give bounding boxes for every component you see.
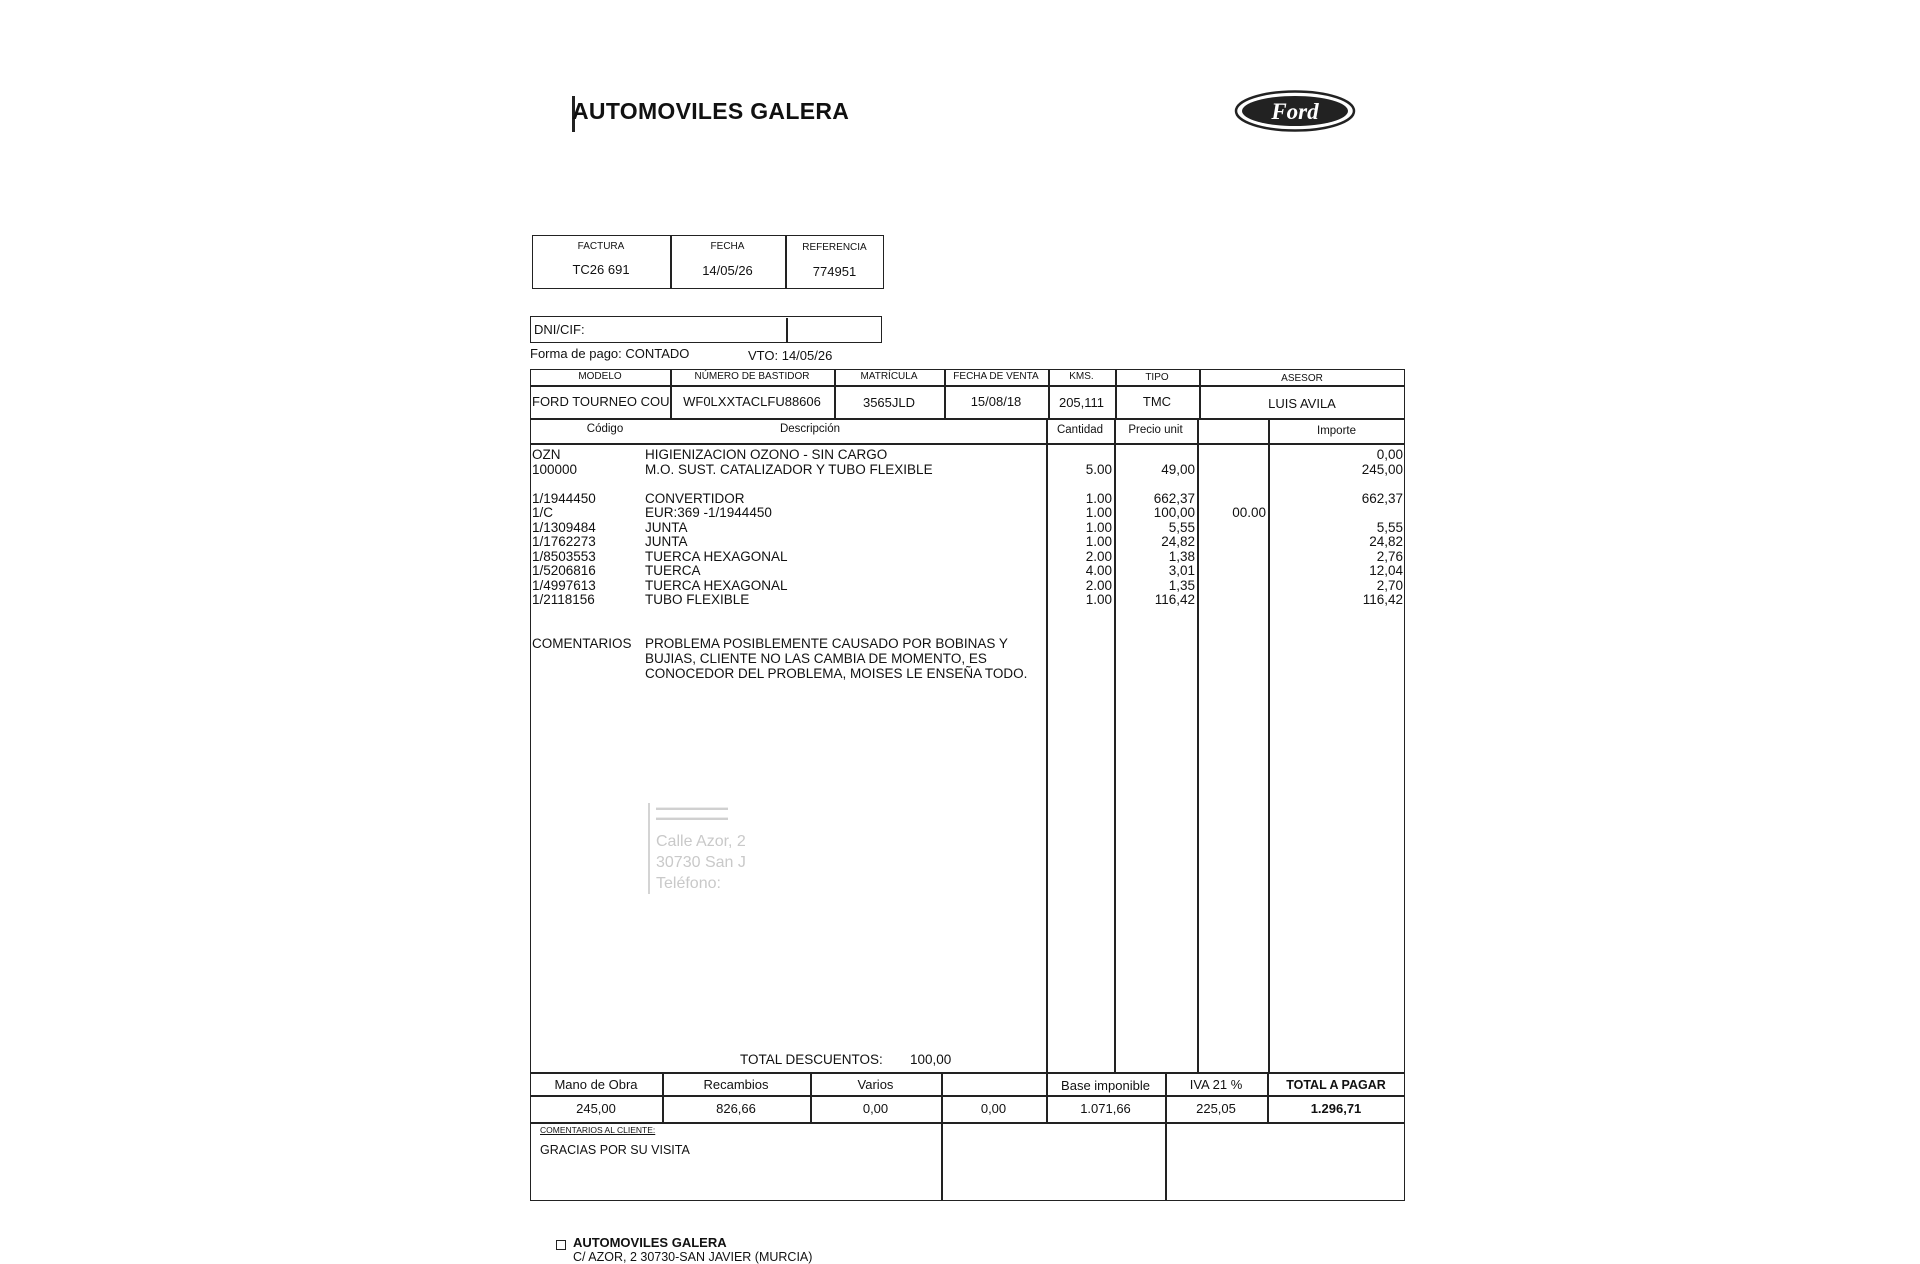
mano-obra-label: Mano de Obra (554, 1077, 638, 1092)
kms-label: KMS. (1069, 371, 1094, 382)
line-cantidad: 2.00 (1085, 577, 1112, 593)
discounts-label: TOTAL DESCUENTOS: (740, 1052, 883, 1067)
stamp-line: 30730 San J (656, 854, 746, 871)
client-comments-label: COMENTARIOS AL CLIENTE: (540, 1125, 656, 1135)
line-importe: 2,76 (1376, 548, 1403, 564)
company-name: AUTOMOVILES GALERA (572, 98, 850, 124)
line-importe: 0,00 (1376, 447, 1403, 462)
line-codigo: 1/8503553 (532, 548, 596, 564)
stamp-line: Teléfono: (656, 875, 721, 892)
precio-header: Precio unit (1128, 424, 1183, 436)
line-descripcion: TUERCA HEXAGONAL (645, 577, 788, 593)
modelo-value: FORD TOURNEO COU (532, 394, 670, 409)
line-descripcion: HIGIENIZACION OZONO - SIN CARGO (645, 447, 888, 462)
line-codigo: OZN (532, 447, 561, 462)
recambios-label: Recambios (703, 1077, 769, 1092)
comment-line: CONOCEDOR DEL PROBLEMA, MOISES LE ENSEÑA TODO. (645, 666, 1028, 681)
stamp-line: Calle Azor, 2 (656, 833, 746, 850)
line-precio: 3,01 (1168, 563, 1195, 578)
line-descripcion: JUNTA (645, 534, 688, 549)
base-label: Base imponible (1061, 1078, 1150, 1093)
line-precio: 100,00 (1153, 505, 1195, 520)
line-codigo: 100000 (532, 461, 578, 477)
mano-obra-value: 245,00 (576, 1101, 616, 1116)
line-importe: 2,70 (1376, 577, 1403, 593)
logo-text: Ford (1271, 99, 1319, 124)
line-importe: 245,00 (1361, 461, 1403, 477)
line-importe: 116,42 (1362, 592, 1403, 607)
referencia-label: REFERENCIA (802, 242, 867, 253)
line-importe: 24,82 (1369, 534, 1403, 549)
dealer-stamp: ▬▬▬▬▬▬▬▬▬ ▬▬▬▬▬▬▬▬▬ Calle Azor, 2 30730 San J Teléfono: (648, 803, 798, 923)
factura-value: TC26 691 (572, 262, 630, 277)
line-cantidad: 4.00 (1085, 563, 1112, 578)
iva-value: 225,05 (1196, 1101, 1236, 1116)
comment-line: BUJIAS, CLIENTE NO LAS CAMBIA DE MOMENTO, ES (645, 651, 987, 666)
total-value: 1.296,71 (1310, 1101, 1362, 1116)
asesor-label: ASESOR (1281, 373, 1323, 384)
line-cantidad: 1.00 (1085, 519, 1112, 535)
line-codigo: 1/4997613 (532, 577, 596, 593)
payment-method: Forma de pago: CONTADO (530, 346, 690, 361)
line-precio: 5,55 (1168, 519, 1195, 535)
line-codigo: 1/1944450 (532, 490, 596, 506)
line-descripcion: TUERCA HEXAGONAL (645, 548, 788, 564)
dni-label: DNI/CIF: (534, 322, 585, 337)
extra-value: 0,00 (980, 1101, 1007, 1116)
matricula-value: 3565JLD (862, 395, 916, 410)
line-precio: 1,35 (1168, 577, 1195, 593)
fecha-venta-value: 15/08/18 (970, 394, 1022, 409)
line-descripcion: CONVERTIDOR (645, 490, 745, 506)
base-value: 1.071,66 (1080, 1101, 1131, 1116)
asesor-value: LUIS AVILA (1268, 396, 1336, 411)
tipo-value: TMC (1142, 394, 1172, 409)
matricula-label: MATRÍCULA (860, 371, 918, 382)
line-codigo: 1/C (532, 505, 554, 520)
comments-label: COMENTARIOS (532, 636, 632, 651)
descripcion-header: Descripción (779, 423, 841, 435)
line-descripcion: TUERCA (645, 563, 701, 578)
client-comments-text: GRACIAS POR SU VISITA (540, 1143, 690, 1157)
ford-logo (1234, 90, 1356, 132)
line-descripcion: TUBO FLEXIBLE (645, 592, 750, 607)
bastidor-label: NÚMERO DE BASTIDOR (694, 371, 810, 382)
factura-label: FACTURA (577, 241, 625, 252)
comment-line: PROBLEMA POSIBLEMENTE CAUSADO POR BOBINAS Y (645, 636, 1008, 651)
line-cantidad: 1.00 (1085, 490, 1112, 506)
iva-label: IVA 21 % (1189, 1077, 1243, 1092)
line-precio: 116,42 (1154, 592, 1195, 607)
line-precio: 24,82 (1161, 534, 1195, 549)
modelo-label: MODELO (578, 371, 622, 382)
fecha-label: FECHA (710, 241, 745, 252)
total-label: TOTAL A PAGAR (1286, 1078, 1386, 1092)
line-descripcion: EUR:369 -1/1944450 (645, 505, 772, 520)
line-descripcion: JUNTA (645, 519, 688, 535)
line-precio: 49,00 (1161, 461, 1195, 477)
line-importe: 12,04 (1369, 563, 1403, 578)
recambios-value: 826,66 (716, 1101, 756, 1116)
line-descripcion: M.O. SUST. CATALIZADOR Y TUBO FLEXIBLE (645, 461, 933, 477)
line-codigo: 1/5206816 (532, 563, 596, 578)
due-date: VTO: 14/05/26 (748, 348, 833, 363)
footer-company: AUTOMOVILES GALERA (573, 1235, 727, 1250)
tipo-label: TIPO (1145, 372, 1169, 383)
importe-header: Importe (1317, 425, 1356, 437)
line-precio: 1,38 (1168, 548, 1195, 564)
line-importe: 5,55 (1376, 519, 1403, 535)
codigo-header: Código (586, 423, 624, 435)
line-codigo: 1/1762273 (532, 534, 596, 549)
line-cantidad: 2.00 (1085, 548, 1112, 564)
varios-value: 0,00 (862, 1101, 889, 1116)
varios-label: Varios (857, 1077, 894, 1092)
fecha-venta-label: FECHA DE VENTA (953, 371, 1039, 382)
line-importe: 662,37 (1361, 490, 1403, 506)
line-dto: 00.00 (1232, 505, 1266, 520)
line-cantidad: 1.00 (1085, 534, 1112, 549)
cantidad-header: Cantidad (1056, 424, 1104, 436)
line-cantidad: 5.00 (1085, 461, 1112, 477)
fecha-value: 14/05/26 (702, 263, 753, 278)
discounts-value: 100,00 (910, 1052, 952, 1067)
referencia-value: 774951 (812, 264, 857, 279)
line-codigo: 1/2118156 (532, 592, 595, 607)
bastidor-value: WF0LXXTACLFU88606 (683, 394, 821, 409)
line-codigo: 1/1309484 (532, 519, 596, 535)
kms-value: 205,111 (1058, 395, 1105, 410)
line-cantidad: 1.00 (1085, 592, 1112, 607)
line-cantidad: 1.00 (1085, 505, 1112, 520)
footer-logo-mark (556, 1240, 566, 1250)
footer-address: C/ AZOR, 2 30730-SAN JAVIER (MURCIA) (573, 1250, 813, 1264)
line-precio: 662,37 (1153, 490, 1195, 506)
